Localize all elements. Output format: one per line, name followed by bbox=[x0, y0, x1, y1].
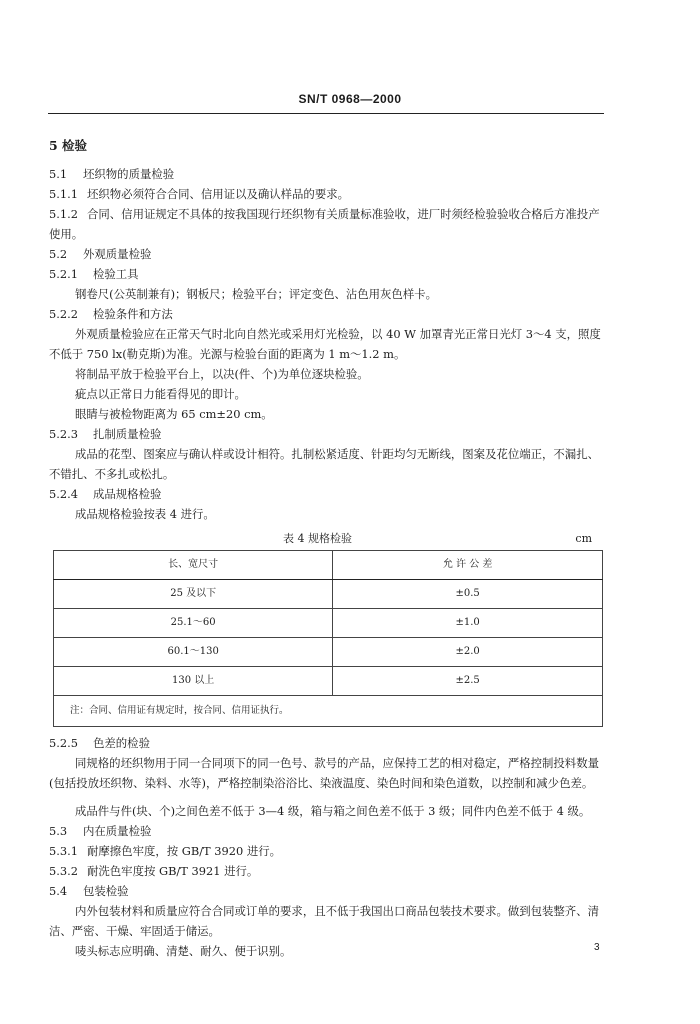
page-number: 3 bbox=[594, 942, 600, 953]
table-note: 注：合同、信用证有规定时，按合同、信用证执行。 bbox=[54, 696, 603, 727]
clause-5-2: 5.2 外观质量检验 bbox=[49, 247, 152, 261]
clause-5-2-2-p3: 疵点以正常日力能看得见的即计。 bbox=[75, 387, 246, 401]
table-4 bbox=[53, 550, 603, 727]
table-row bbox=[54, 580, 603, 609]
clause-5-2-1: 5.2.1 检验工具 bbox=[49, 267, 139, 281]
document-header: SN/T 0968—2000 bbox=[298, 92, 402, 106]
table-cell-tolerance: ±2.5 bbox=[333, 667, 603, 696]
table-header-row bbox=[54, 551, 603, 580]
clause-5-2-4-text: 成品规格检验按表 4 进行。 bbox=[75, 507, 215, 521]
header-rule bbox=[48, 113, 604, 114]
clause-5-4-p1: 内外包装材料和质量应符合合同或订单的要求，且不低于我国出口商品包装技术要求。做到包装整齐、清洁、严密、干燥、牢固适于储运。 bbox=[49, 904, 599, 938]
clause-5-2-2-p1: 外观质量检验应在正常天气时北向自然光或采用灯光检验，以 40 W 加罩青光正常日光灯 3～4 支，照度不低于 750 lx(勒克斯)为准。光源与检验台面的距离为 1 m～1.2 m。 bbox=[49, 327, 601, 361]
table-cell-tolerance: ±1.0 bbox=[333, 609, 603, 638]
table-4-caption-row bbox=[49, 528, 604, 550]
clause-5-4: 5.4 包装检验 bbox=[49, 884, 129, 898]
table-cell-size: 25 及以下 bbox=[54, 580, 333, 609]
clause-5-3-2: 5.3.2 耐洗色牢度按 GB/T 3921 进行。 bbox=[49, 864, 259, 878]
table-4-caption: 表 4 规格检验 bbox=[283, 532, 352, 545]
table-row bbox=[54, 609, 603, 638]
clause-5-3-1: 5.3.1 耐摩擦色牢度，按 GB/T 3920 进行。 bbox=[49, 844, 282, 858]
document-body bbox=[49, 136, 604, 961]
table-cell-size: 130 以上 bbox=[54, 667, 333, 696]
table-4-unit: cm bbox=[575, 532, 592, 545]
table-note-row bbox=[54, 696, 603, 727]
table-cell-size: 25.1～60 bbox=[54, 609, 333, 638]
section-5-title: 5 检验 bbox=[49, 138, 88, 153]
clause-5-2-3-text: 成品的花型、图案应与确认样或设计相符。扎制松紧适度、针距均匀无断线，图案及花位端正，不漏扎、不错扎、不多扎或松扎。 bbox=[49, 447, 599, 481]
clause-5-2-5: 5.2.5 色差的检验 bbox=[49, 736, 150, 750]
clause-5-2-2-p4: 眼睛与被检物距离为 65 cm±20 cm。 bbox=[75, 407, 273, 421]
table-row bbox=[54, 638, 603, 667]
table-header-size: 长、宽尺寸 bbox=[54, 551, 333, 580]
clause-5-2-5-p1: 同规格的坯织物用于同一合同项下的同一色号、款号的产品，应保持工艺的相对稳定，严格控制投料数量(包括投放坯织物、染料、水等)，严格控制染浴浴比、染液温度、染色时间和染色道数，以控制和减少色差。 bbox=[49, 756, 599, 790]
table-cell-size: 60.1～130 bbox=[54, 638, 333, 667]
clause-5-1-2: 5.1.2 合同、信用证规定不具体的按我国现行坯织物有关质量标准验收，进厂时须经检验验收合格后方准投产使用。 bbox=[49, 207, 600, 241]
clause-5-2-2-p2: 将制品平放于检验平台上，以决(件、个)为单位逐块检验。 bbox=[75, 367, 369, 381]
clause-5-1: 5.1 坯织物的质量检验 bbox=[49, 167, 175, 181]
clause-5-3: 5.3 内在质量检验 bbox=[49, 824, 152, 838]
table-row bbox=[54, 667, 603, 696]
clause-5-2-3: 5.2.3 扎制质量检验 bbox=[49, 427, 162, 441]
clause-5-2-4: 5.2.4 成品规格检验 bbox=[49, 487, 162, 501]
table-header-tolerance: 允 许 公 差 bbox=[333, 551, 603, 580]
table-cell-tolerance: ±2.0 bbox=[333, 638, 603, 667]
clause-5-2-5-p2: 成品件与件(块、个)之间色差不低于 3—4 级，箱与箱之间色差不低于 3 级；同件内色差不低于 4 级。 bbox=[75, 804, 591, 818]
clause-5-2-2: 5.2.2 检验条件和方法 bbox=[49, 307, 173, 321]
table-cell-tolerance: ±0.5 bbox=[333, 580, 603, 609]
clause-5-2-1-text: 钢卷尺(公英制兼有)；钢板尺；检验平台；评定变色、沾色用灰色样卡。 bbox=[75, 287, 437, 301]
clause-5-1-1: 5.1.1 坯织物必须符合合同、信用证以及确认样品的要求。 bbox=[49, 187, 349, 201]
clause-5-4-p2: 唛头标志应明确、清楚、耐久、便于识别。 bbox=[75, 944, 292, 958]
